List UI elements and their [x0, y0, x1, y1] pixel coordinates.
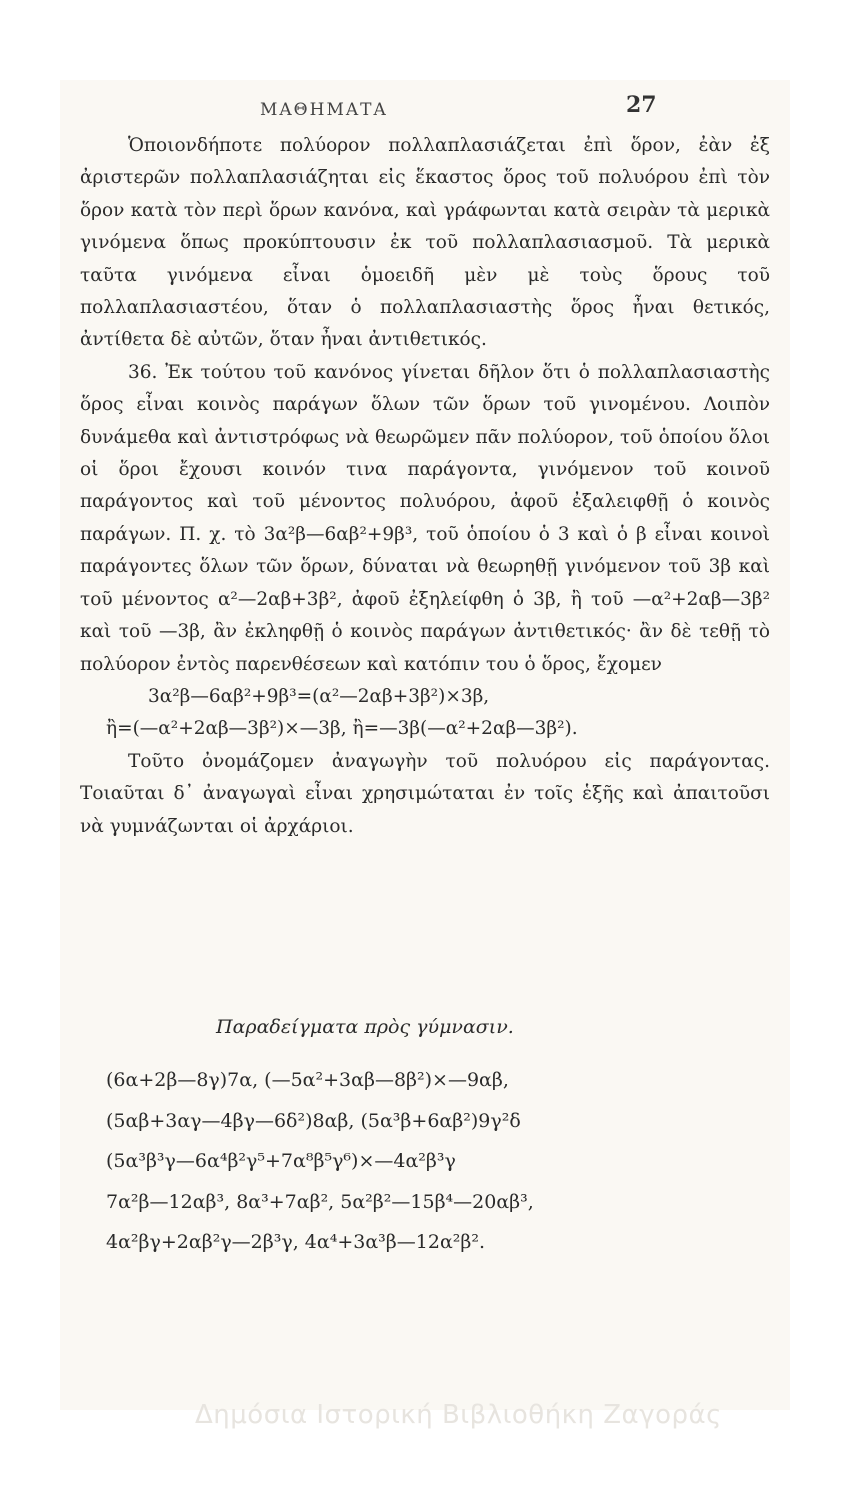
paragraph-section-36: 36. Ἐκ τούτου τοῦ κανόνος γίνεται δῆλον ὅτι ὁ πολλαπλασιαστὴς ὅρος εἶναι κοινὸς παράγων ὅλων τῶν ὅρων τοῦ γινομένου. Λοιπὸν δυνάμεθα καὶ ἀντιστρόφως νὰ θεωρῶμεν πᾶν πολύορον, τοῦ ὁποίου ὅλοι οἱ ὅροι ἔχουσι κοινόν τινα παράγοντα, γινόμενον τοῦ κοινοῦ παράγοντος καὶ τοῦ μένοντος πολυόρου, ἀφοῦ ἐξαλειφθῇ ὁ κοινὸς παράγων. Π. χ. τὸ 3α²β—6αβ²+9β³, τοῦ ὁποίου ὁ 3 καὶ ὁ β εἶναι κοινοὶ παράγοντες ὅλων τῶν ὅρων, δύναται νὰ θεωρηθῇ γινόμενον τοῦ 3β καὶ τοῦ μένοντος α²—2αβ+3β², ἀφοῦ ἐξηλείφθη ὁ 3β, ἢ τοῦ —α²+2αβ—3β² καὶ τοῦ —3β, ἂν ἐκληφθῇ ὁ κοινὸς παράγων ἀντιθετικός· ἂν δὲ τεθῇ τὸ πολύορον ἐντὸς παρενθέσεων καὶ κατόπιν του ὁ ὅρος, ἔχομεν	[80, 361, 770, 675]
book-page	[60, 80, 790, 1410]
exercises-list	[106, 1060, 786, 1263]
equation-factorization: 3α²β—6αβ²+9β³=(α²—2αβ+3β²)×3β,	[148, 685, 490, 707]
running-head: ΜΑΘΗΜΑΤΑ	[260, 100, 388, 120]
exercise-line: 7α²β—12αβ³, 8α³+7αβ², 5α²β²—15β⁴—20αβ³,	[106, 1190, 534, 1213]
exercise-line: (5αβ+3αγ—4βγ—6δ²)8αβ, (5α³β+6αβ²)9γ²δ	[106, 1109, 521, 1132]
library-watermark: Δημόσια Ιστορική Βιβλιοθήκη Ζαγοράς	[195, 1400, 722, 1430]
equation-factorization-alt: ἢ=(—α²+2αβ—3β²)×—3β, ἢ=—3β(—α²+2αβ—3β²).	[106, 718, 578, 740]
body-text	[80, 130, 770, 843]
exercises-title: Παραδείγματα πρὸς γύμνασιν.	[216, 1016, 514, 1038]
paragraph-rule-multiplication: Ὁποιονδήποτε πολύορον πολλαπλασιάζεται ἐπὶ ὅρον, ἐὰν ἐξ ἀριστερῶν πολλαπλασιάζηται εἰς ἕκαστος ὅρος τοῦ πολυόρου ἐπὶ τὸν ὅρον κατὰ τὸν περὶ ὅρων κανόνα, καὶ γράφωνται κατὰ σειρὰν τὰ μερικὰ γινόμενα ὅπως προκύπτουσιν ἐκ τοῦ πολλαπλασιασμοῦ. Τὰ μερικὰ ταῦτα γινόμενα εἶναι ὁμοειδῆ μὲν μὲ τοὺς ὅρους τοῦ πολλαπλασιαστέου, ὅταν ὁ πολλαπλασιαστὴς ὅρος ἦναι θετικός, ἀντίθετα δὲ αὐτῶν, ὅταν ἦναι ἀντιθετικός.	[80, 135, 770, 351]
exercise-line: (5α³β³γ—6α⁴β²γ⁵+7α⁸β⁵γ⁶)×—4α²β³γ	[106, 1150, 456, 1172]
page-header	[60, 90, 790, 130]
page-number: 27	[626, 92, 657, 118]
paragraph-reduction-to-factors: Τοῦτο ὀνομάζομεν ἀναγωγὴν τοῦ πολυόρου εἰς παράγοντας. Τοιαῦται δ᾽ ἀναγωγαὶ εἶναι χρησιμώταται ἐν τοῖς ἑξῆς καὶ ἀπαιτοῦσι νὰ γυμνάζωνται οἱ ἀρχάριοι.	[80, 750, 770, 837]
exercise-line: 4α²βγ+2αβ²γ—2β³γ, 4α⁴+3α³β—12α²β².	[106, 1231, 486, 1253]
exercise-line: (6α+2β—8γ)7α, (—5α²+3αβ—8β²)×—9αβ,	[106, 1069, 509, 1091]
